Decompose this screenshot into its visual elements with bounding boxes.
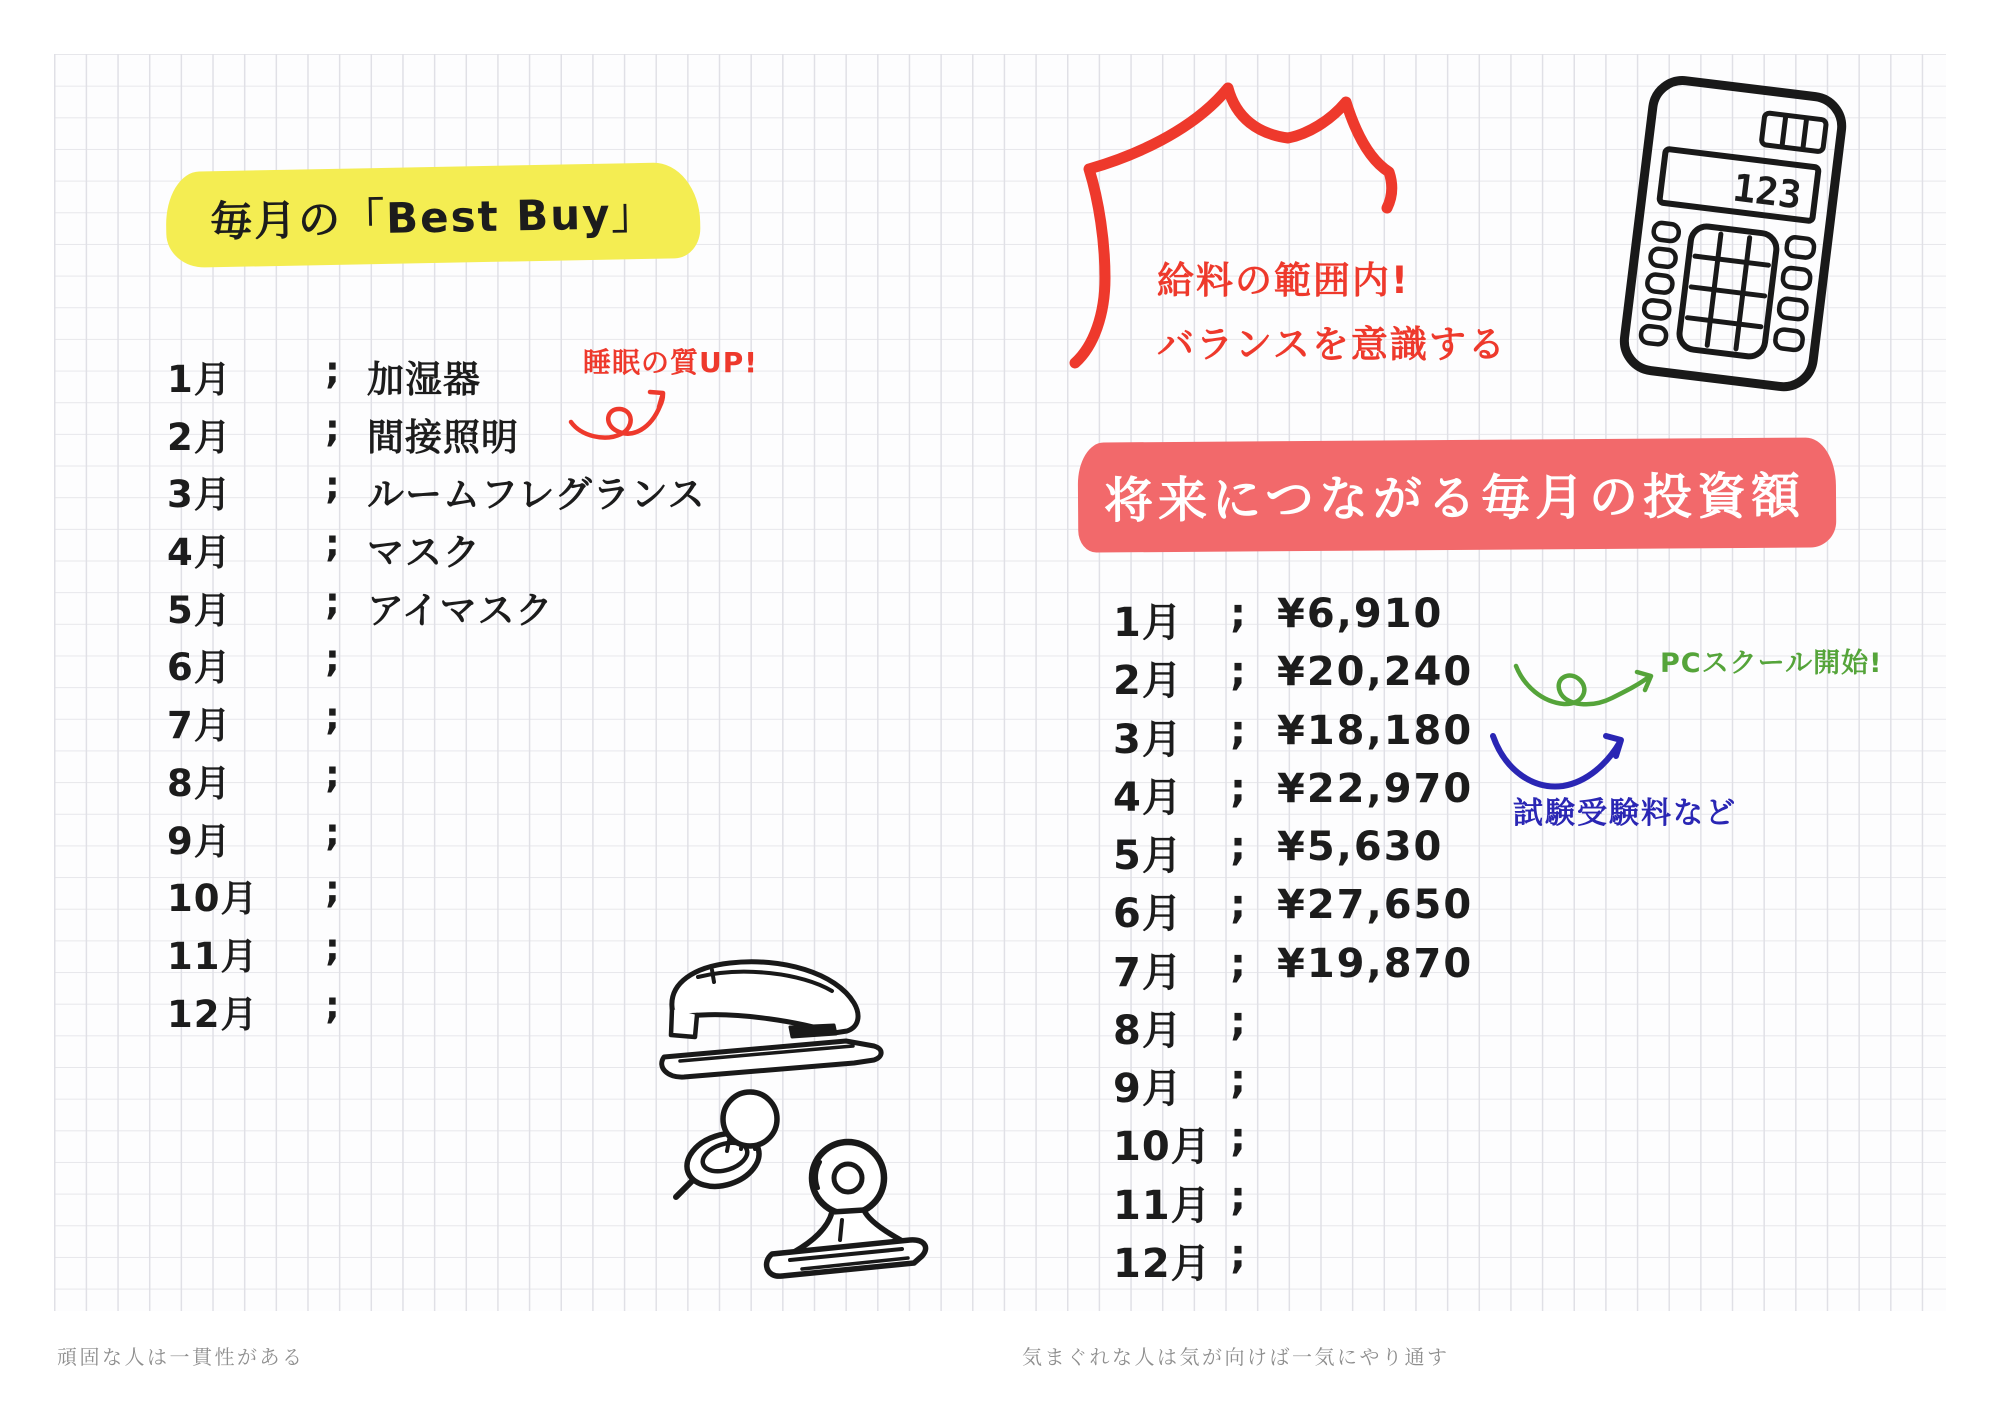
amount-value: ¥27,650	[1277, 882, 1474, 929]
month-label: 3月	[1113, 716, 1183, 763]
right-footer-quote: 気まぐれな人は気が向けば一気にやり通す	[1022, 1345, 1450, 1369]
list-row	[167, 984, 706, 1042]
month-label: 12月	[167, 992, 259, 1036]
amount-value: ¥19,870	[1277, 940, 1474, 987]
separator: ;	[1230, 591, 1248, 637]
stapler-icon	[650, 955, 910, 1105]
separator: ;	[325, 522, 341, 566]
separator: ;	[1230, 1173, 1248, 1220]
list-row	[1113, 1232, 1473, 1290]
month-label: 2月	[1113, 658, 1183, 705]
list-row	[1113, 1057, 1473, 1115]
separator: ;	[325, 868, 341, 912]
separator: ;	[1230, 882, 1248, 929]
list-row	[1113, 999, 1473, 1057]
item-value: 間接照明	[367, 415, 519, 459]
month-label: 4月	[1113, 774, 1183, 821]
list-row	[167, 868, 706, 926]
investment-list	[1113, 591, 1473, 1290]
month-label: 9月	[167, 819, 232, 863]
month-label: 1月	[1113, 600, 1183, 646]
red-loop-arrow-icon	[565, 378, 680, 444]
month-label: 6月	[1113, 891, 1183, 938]
separator: ;	[1230, 940, 1248, 987]
item-value: マスク	[367, 531, 481, 575]
left-page-title: 毎月の「Best Buy」	[209, 188, 656, 247]
month-label: 7月	[1113, 949, 1183, 996]
list-row	[1113, 882, 1473, 940]
separator: ;	[325, 983, 341, 1027]
amount-value: ¥6,910	[1277, 591, 1444, 637]
amount-value: ¥18,180	[1277, 707, 1474, 754]
list-row	[1113, 824, 1473, 882]
month-label: 10月	[1113, 1124, 1212, 1171]
exam-fee-note: 試験受験料など	[1513, 796, 1737, 831]
list-row	[1113, 766, 1473, 824]
separator: ;	[325, 637, 341, 681]
list-row	[167, 695, 706, 753]
month-label: 8月	[1113, 1007, 1183, 1054]
list-row	[1113, 708, 1473, 766]
month-label: 12月	[1113, 1240, 1212, 1287]
list-row	[1113, 1115, 1473, 1173]
list-row	[167, 464, 706, 522]
sleep-quality-note: 睡眠の質UP!	[583, 346, 759, 379]
separator: ;	[325, 464, 341, 508]
amount-value: ¥22,970	[1277, 765, 1474, 812]
bubble-line-1: 給料の範囲内!	[1157, 259, 1410, 302]
calculator-icon	[1608, 74, 1864, 404]
list-row	[167, 637, 706, 695]
separator: ;	[325, 695, 341, 739]
left-title-highlight	[165, 162, 701, 268]
list-row	[1113, 649, 1473, 707]
month-label: 11月	[167, 934, 259, 978]
month-label: 3月	[167, 473, 232, 517]
amount-value: ¥5,630	[1277, 824, 1444, 870]
right-page-title: 将来につながる毎月の投資額	[1103, 467, 1806, 530]
separator: ;	[325, 925, 341, 969]
separator: ;	[325, 752, 341, 796]
bubble-line-2: バランスを意識する	[1157, 323, 1507, 366]
month-label: 1月	[167, 358, 232, 401]
list-row	[167, 580, 706, 638]
binder-clip-icon	[752, 1128, 937, 1313]
left-footer-quote: 頑固な人は一貫性がある	[57, 1345, 305, 1369]
list-row	[1113, 591, 1473, 649]
separator: ;	[325, 349, 341, 392]
item-value: アイマスク	[367, 588, 554, 632]
best-buy-list	[167, 349, 706, 1041]
month-label: 11月	[1113, 1182, 1212, 1229]
month-label: 10月	[167, 877, 259, 921]
separator: ;	[1230, 1057, 1248, 1103]
list-row	[167, 522, 706, 580]
separator: ;	[1230, 707, 1248, 754]
month-label: 8月	[167, 761, 232, 805]
month-label: 9月	[1113, 1066, 1183, 1112]
separator: ;	[1230, 824, 1248, 870]
month-label: 7月	[167, 704, 232, 748]
pc-school-note: PCスクール開始!	[1660, 648, 1883, 679]
list-row	[167, 753, 706, 811]
list-row	[1113, 1174, 1473, 1232]
separator: ;	[1230, 649, 1248, 696]
amount-value: ¥20,240	[1277, 649, 1474, 696]
separator: ;	[325, 406, 341, 450]
month-label: 6月	[167, 646, 232, 690]
separator: ;	[325, 579, 341, 623]
list-row	[167, 926, 706, 984]
item-value: ルームフレグランス	[367, 473, 706, 517]
item-value: 加湿器	[367, 358, 481, 401]
separator: ;	[325, 810, 341, 854]
list-row	[167, 811, 706, 869]
month-label: 2月	[167, 415, 232, 459]
separator: ;	[1230, 998, 1248, 1045]
month-label: 5月	[167, 588, 232, 632]
investment-banner	[1078, 437, 1837, 552]
separator: ;	[1230, 765, 1248, 812]
calculator-display: 123	[1730, 165, 1804, 218]
separator: ;	[1230, 1115, 1248, 1162]
month-label: 4月	[167, 531, 232, 575]
separator: ;	[1230, 1231, 1248, 1278]
month-label: 5月	[1113, 833, 1183, 879]
list-row	[1113, 941, 1473, 999]
green-loop-arrow-icon	[1508, 652, 1668, 722]
